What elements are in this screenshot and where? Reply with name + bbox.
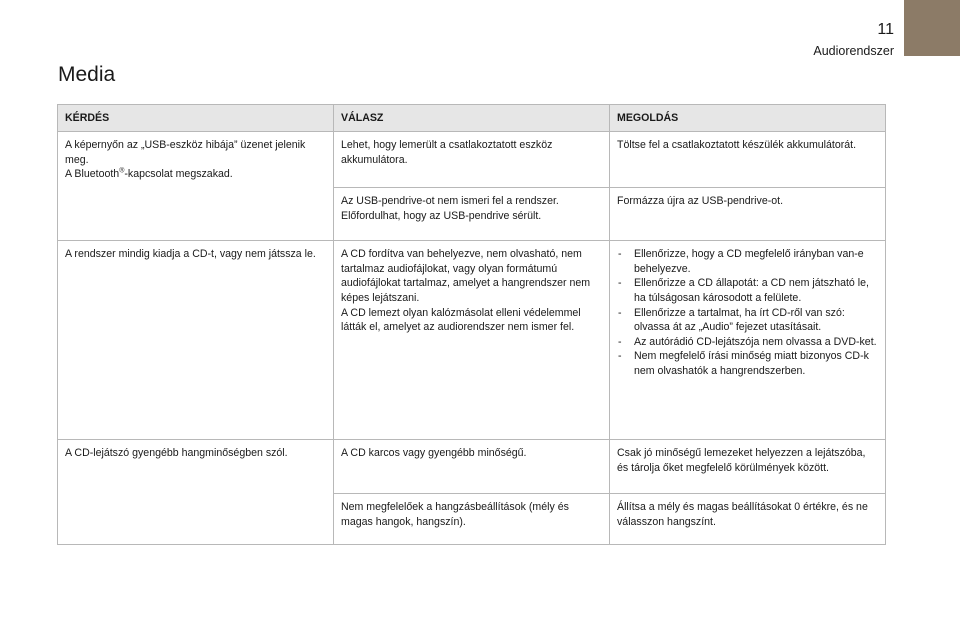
table-row	[58, 494, 886, 545]
question-text-part: A Bluetooth	[65, 168, 120, 181]
table-header-row	[58, 105, 886, 132]
table-row	[58, 132, 886, 188]
question-text-part: -kapcsolat megszakad.	[124, 168, 233, 181]
answer-cell	[334, 241, 610, 440]
solution-cell: Formázza újra az USB-pendrive-ot.	[610, 188, 886, 241]
answer-cell: Az USB-pendrive-ot nem ismeri fel a rendszer. Előfordulhat, hogy az USB-pendrive sérült.	[334, 188, 610, 241]
question-cell-continued	[58, 494, 334, 545]
page-title: Media	[58, 63, 116, 86]
answer-paragraph: A CD fordítva van behelyezve, nem olvasható, nem tartalmaz audiofájlokat, vagy olyan formátumú audiofájlokat tartalmaz, amelyet a hangrendszer nem képes lejátszani.	[341, 248, 591, 305]
question-text-bluetooth	[65, 167, 326, 182]
solution-cell	[610, 241, 886, 440]
question-cell: A CD-lejátszó gyengébb hangminőségben szól.	[58, 440, 334, 494]
solution-cell: Töltse fel a csatlakoztatott készülék akkumulátorát.	[610, 132, 886, 188]
question-cell	[58, 132, 334, 188]
question-cell-continued	[58, 188, 334, 241]
page-number: 11	[877, 21, 894, 38]
registered-mark: ®	[119, 167, 125, 175]
column-header-question: KÉRDÉS	[58, 105, 334, 132]
question-cell: A rendszer mindig kiadja a CD-t, vagy nem játssza le.	[58, 241, 334, 440]
answer-cell: Lehet, hogy lemerült a csatlakoztatott eszköz akkumulátora.	[334, 132, 610, 188]
answer-cell: A CD karcos vagy gyengébb minőségű.	[334, 440, 610, 494]
question-text: A képernyőn az „USB-eszköz hibája” üzenet jelenik meg.	[65, 139, 306, 166]
table-row	[58, 241, 886, 440]
list-item: - Ellenőrizze a CD állapotát: a CD nem játszható le, ha túlságosan károsodott a felülete.	[617, 276, 878, 305]
solution-cell: Csak jó minőségű lemezeket helyezzen a lejátszóba, és tárolja őket megfelelő körülmények között.	[610, 440, 886, 494]
list-item: - Ellenőrizze, hogy a CD megfelelő irányban van-e behelyezve.	[617, 247, 878, 276]
table-row	[58, 440, 886, 494]
answer-cell: Nem megfelelőek a hangzásbeállítások (mély és magas hangok, hangszín).	[334, 494, 610, 545]
list-item: - Ellenőrizze a tartalmat, ha írt CD-ről van szó: olvassa át az „Audio” fejezet utasításait.	[617, 306, 878, 335]
answer-paragraph: A CD lemezt olyan kalózmásolat elleni védelemmel látták el, amelyet az audiorendszer nem ismer fel.	[341, 306, 581, 334]
column-header-solution: MEGOLDÁS	[610, 105, 886, 132]
chapter-tab	[904, 0, 960, 56]
chapter-title: Audiorendszer	[813, 44, 894, 58]
column-header-answer: VÁLASZ	[334, 105, 610, 132]
table-row	[58, 188, 886, 241]
solution-cell: Állítsa a mély és magas beállításokat 0 értékre, és ne válasszon hangszínt.	[610, 494, 886, 545]
list-item: - Nem megfelelő írási minőség miatt bizonyos CD-k nem olvashatók a hangrendszerben.	[617, 349, 878, 378]
list-item: - Az autórádió CD-lejátszója nem olvassa a DVD-ket.	[617, 335, 878, 350]
troubleshooting-table	[57, 104, 886, 545]
solution-list	[617, 247, 878, 378]
